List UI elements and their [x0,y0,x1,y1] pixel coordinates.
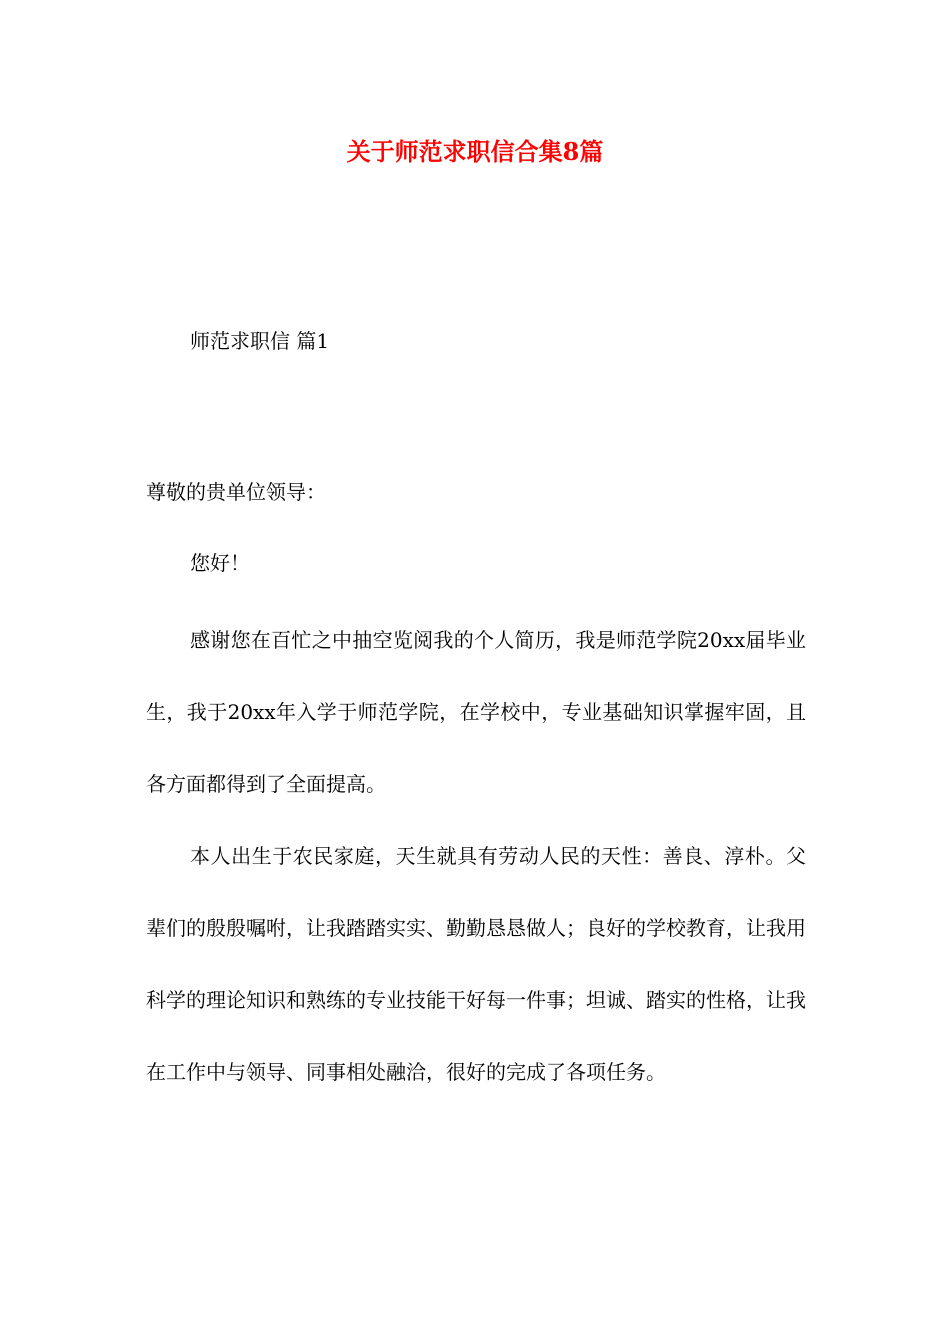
greeting: 您好！ [190,551,250,575]
body-paragraph: 本人出生于农民家庭，天生就具有劳动人民的天性：善良、淳朴。父辈们的殷殷嘱咐，让我踏踏实实、勤勤恳恳做人；良好的学校教育，让我用科学的理论知识和熟练的专业技能干好每一件事；坦诚、踏实的性格，让我在工作中与领导、同事相处融洽，很好的完成了各项任务。 [146,844,806,1084]
body-paragraph: 感谢您在百忙之中抽空览阅我的个人简历，我是师范学院20xx届毕业生，我于20xx年入学于师范学院，在学校中，专业基础知识掌握牢固，且各方面都得到了全面提高。 [146,628,806,796]
section-heading: 师范求职信 篇1 [190,329,330,353]
salutation: 尊敬的贵单位领导： [146,480,326,504]
document-title: 关于师范求职信合集8篇 [346,137,604,166]
